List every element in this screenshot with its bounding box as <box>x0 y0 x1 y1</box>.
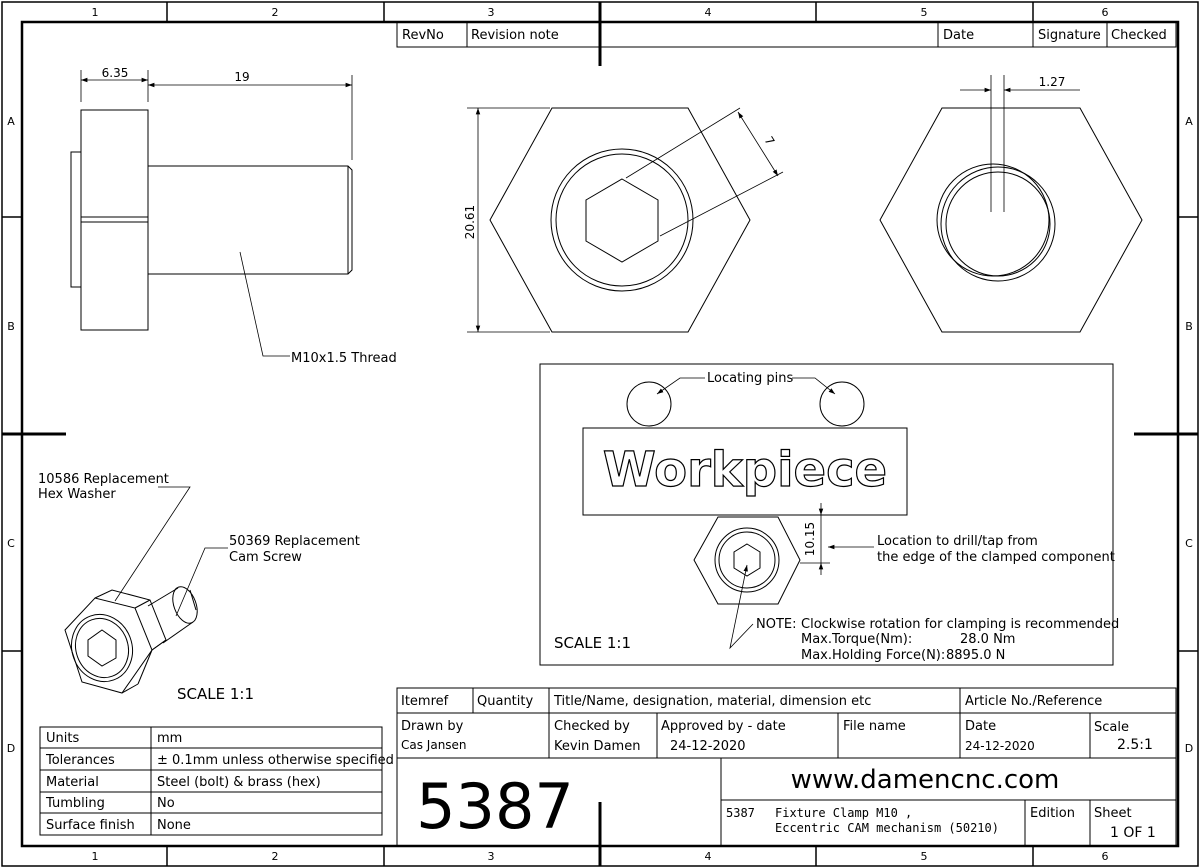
row-label-right: B <box>1185 320 1193 333</box>
rev-header-checked: Checked <box>1111 28 1167 43</box>
iso-view <box>62 583 202 693</box>
workpiece-label: Workpiece <box>602 442 888 498</box>
tb-checked-by-value: Kevin Damen <box>554 739 641 754</box>
tb-approved-value: 24-12-2020 <box>670 739 746 754</box>
spec-value-tolerances: ± 0.1mm unless otherwise specified <box>157 753 394 768</box>
dim-head-width: 6.35 <box>101 66 129 80</box>
col-label-bottom: 1 <box>91 850 99 863</box>
dim-across-flats: 20.61 <box>463 204 477 240</box>
tb-description-line2: Eccentric CAM mechanism (50210) <box>775 821 999 835</box>
iso-scale-label: SCALE 1:1 <box>177 685 254 703</box>
location-callout-line2: the edge of the clamped component <box>877 550 1115 565</box>
spec-value-tumbling: No <box>157 796 175 811</box>
col-label-top: 5 <box>920 6 928 19</box>
location-callout-line1: Location to drill/tap from <box>877 534 1038 549</box>
col-label-bottom: 2 <box>271 850 279 863</box>
tb-ref-number: 5387 <box>726 806 755 820</box>
spec-label-tolerances: Tolerances <box>46 753 115 768</box>
dim-eccentric-offset: 1.27 <box>1038 75 1066 89</box>
rev-header-note: Revision note <box>471 28 559 43</box>
col-label-bottom: 5 <box>920 850 928 863</box>
note-torque-label: Max.Torque(Nm): <box>801 632 913 647</box>
tb-header-article: Article No./Reference <box>965 694 1103 709</box>
note-torque-value: 28.0 Nm <box>960 632 1016 647</box>
spec-value-material: Steel (bolt) & brass (hex) <box>157 775 321 790</box>
tb-part-number: 5387 <box>416 770 574 843</box>
rev-header-revno: RevNo <box>402 28 444 43</box>
frame-labels <box>7 6 1193 863</box>
row-label-left: C <box>7 537 15 550</box>
title-block <box>397 688 1176 846</box>
tb-scale-value: 2.5:1 <box>1117 737 1153 753</box>
side-view <box>71 70 352 356</box>
note-force-value: 8895.0 N <box>946 648 1006 663</box>
back-view-labels <box>1039 75 1066 89</box>
thread-callout: M10x1.5 Thread <box>291 351 397 366</box>
iso-leaders <box>115 487 228 616</box>
tb-sheet-value: 1 OF 1 <box>1110 825 1156 841</box>
row-label-right: D <box>1184 742 1194 755</box>
dim-socket: 7 <box>761 133 778 148</box>
front-view-labels <box>463 134 777 239</box>
tb-header-quantity: Quantity <box>477 694 534 709</box>
note-rotation: Clockwise rotation for clamping is recommended <box>801 617 1120 632</box>
note-prefix: NOTE: <box>756 617 797 632</box>
tb-drawn-by-label: Drawn by <box>401 719 464 734</box>
spec-value-surface: None <box>157 818 191 833</box>
tb-website: www.damencnc.com <box>790 765 1060 795</box>
spec-table <box>40 727 394 835</box>
washer-callout-line2: Hex Washer <box>38 487 116 502</box>
tb-date-label: Date <box>965 719 997 734</box>
tb-scale-label: Scale <box>1094 720 1129 735</box>
tb-checked-by-label: Checked by <box>554 719 630 734</box>
tb-sheet-label: Sheet <box>1094 806 1132 821</box>
tb-description-line1: Fixture Clamp M10 , <box>775 806 913 820</box>
col-label-bottom: 6 <box>1101 850 1109 863</box>
tb-edition-label: Edition <box>1030 806 1075 821</box>
setup-scale-label: SCALE 1:1 <box>554 634 631 652</box>
row-label-left: D <box>6 742 16 755</box>
tb-file-name-label: File name <box>843 719 906 734</box>
note-force-label: Max.Holding Force(N): <box>801 648 946 663</box>
setup-view-labels <box>554 371 1119 663</box>
front-view <box>467 108 783 332</box>
spec-value-units: mm <box>157 731 183 746</box>
pins-callout: Locating pins <box>707 371 794 386</box>
washer-callout-line1: 10586 Replacement <box>38 472 169 487</box>
col-label-bottom: 4 <box>704 850 712 863</box>
tb-date-value: 24-12-2020 <box>965 739 1035 753</box>
col-label-top: 4 <box>704 6 712 19</box>
spec-label-units: Units <box>46 731 80 746</box>
spec-label-tumbling: Tumbling <box>46 796 105 811</box>
col-label-top: 6 <box>1101 6 1109 19</box>
dim-shank-length: 19 <box>234 70 250 84</box>
rev-header-signature: Signature <box>1038 28 1101 43</box>
row-label-right: C <box>1185 537 1193 550</box>
col-label-top: 2 <box>271 6 279 19</box>
col-label-top: 3 <box>487 6 495 19</box>
dim-drill-offset: 10.15 <box>803 521 817 557</box>
rev-header-date: Date <box>943 28 975 43</box>
back-view <box>880 75 1142 332</box>
revision-table <box>397 22 1176 47</box>
spec-label-material: Material <box>46 775 99 790</box>
col-label-top: 1 <box>91 6 99 19</box>
spec-label-surface: Surface finish <box>46 818 135 833</box>
col-label-bottom: 3 <box>487 850 495 863</box>
iso-view-labels <box>38 472 360 703</box>
row-label-right: A <box>1185 115 1193 128</box>
tb-drawn-by-value: Cas Jansen <box>401 738 467 752</box>
tb-approved-label: Approved by - date <box>661 719 786 734</box>
row-label-left: B <box>7 320 15 333</box>
row-label-left: A <box>7 115 15 128</box>
screw-callout-line1: 50369 Replacement <box>229 534 360 549</box>
screw-callout-line2: Cam Screw <box>229 550 302 565</box>
tb-header-title: Title/Name, designation, material, dimension etc <box>554 694 872 709</box>
tb-header-itemref: Itemref <box>401 694 449 709</box>
